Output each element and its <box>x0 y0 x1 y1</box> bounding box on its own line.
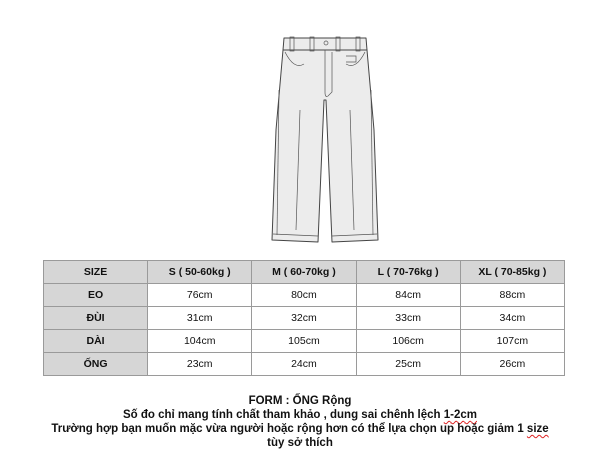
column-header: XL ( 70-85kg ) <box>460 261 564 284</box>
table-cell: 26cm <box>460 353 564 376</box>
table-cell: 34cm <box>460 307 564 330</box>
table-cell: 84cm <box>356 284 460 307</box>
size-advice-note <box>0 422 600 436</box>
table-cell: 24cm <box>252 353 356 376</box>
table-cell: 32cm <box>252 307 356 330</box>
size-advice-text: Trường hợp bạn muốn mặc vừa người hoặc rộng hơn có thể lựa chọn up hoặc giảm 1 <box>51 423 527 435</box>
row-label: DÀI <box>44 330 148 353</box>
table-cell: 107cm <box>460 330 564 353</box>
form-label: FORM : ỐNG Rộng <box>248 395 352 407</box>
table-row <box>44 353 565 376</box>
size-chart-table <box>43 260 565 376</box>
column-header: M ( 60-70kg ) <box>252 261 356 284</box>
table-cell: 88cm <box>460 284 564 307</box>
wide-leg-pants-icon <box>270 30 380 248</box>
column-header: L ( 70-76kg ) <box>356 261 460 284</box>
table-cell: 76cm <box>148 284 252 307</box>
preference-note: tùy sở thích <box>267 437 333 449</box>
table-cell: 105cm <box>252 330 356 353</box>
size-word: size <box>526 423 549 435</box>
table-cell: 33cm <box>356 307 460 330</box>
table-row <box>44 330 565 353</box>
column-header: S ( 50-60kg ) <box>148 261 252 284</box>
tolerance-value: 1-2cm <box>443 409 477 421</box>
tolerance-note <box>0 408 600 422</box>
table-cell: 31cm <box>148 307 252 330</box>
row-label: EO <box>44 284 148 307</box>
table-cell: 25cm <box>356 353 460 376</box>
column-header: SIZE <box>44 261 148 284</box>
row-label: ĐÙI <box>44 307 148 330</box>
table-cell: 80cm <box>252 284 356 307</box>
table-row <box>44 284 565 307</box>
table-cell: 106cm <box>356 330 460 353</box>
table-header-row <box>44 261 565 284</box>
tolerance-text: Số đo chỉ mang tính chất tham khảo , dung sai chênh lệch <box>122 409 444 421</box>
table-row <box>44 307 565 330</box>
row-label: ỐNG <box>44 353 148 376</box>
size-notes <box>0 394 600 450</box>
table-cell: 23cm <box>148 353 252 376</box>
table-cell: 104cm <box>148 330 252 353</box>
